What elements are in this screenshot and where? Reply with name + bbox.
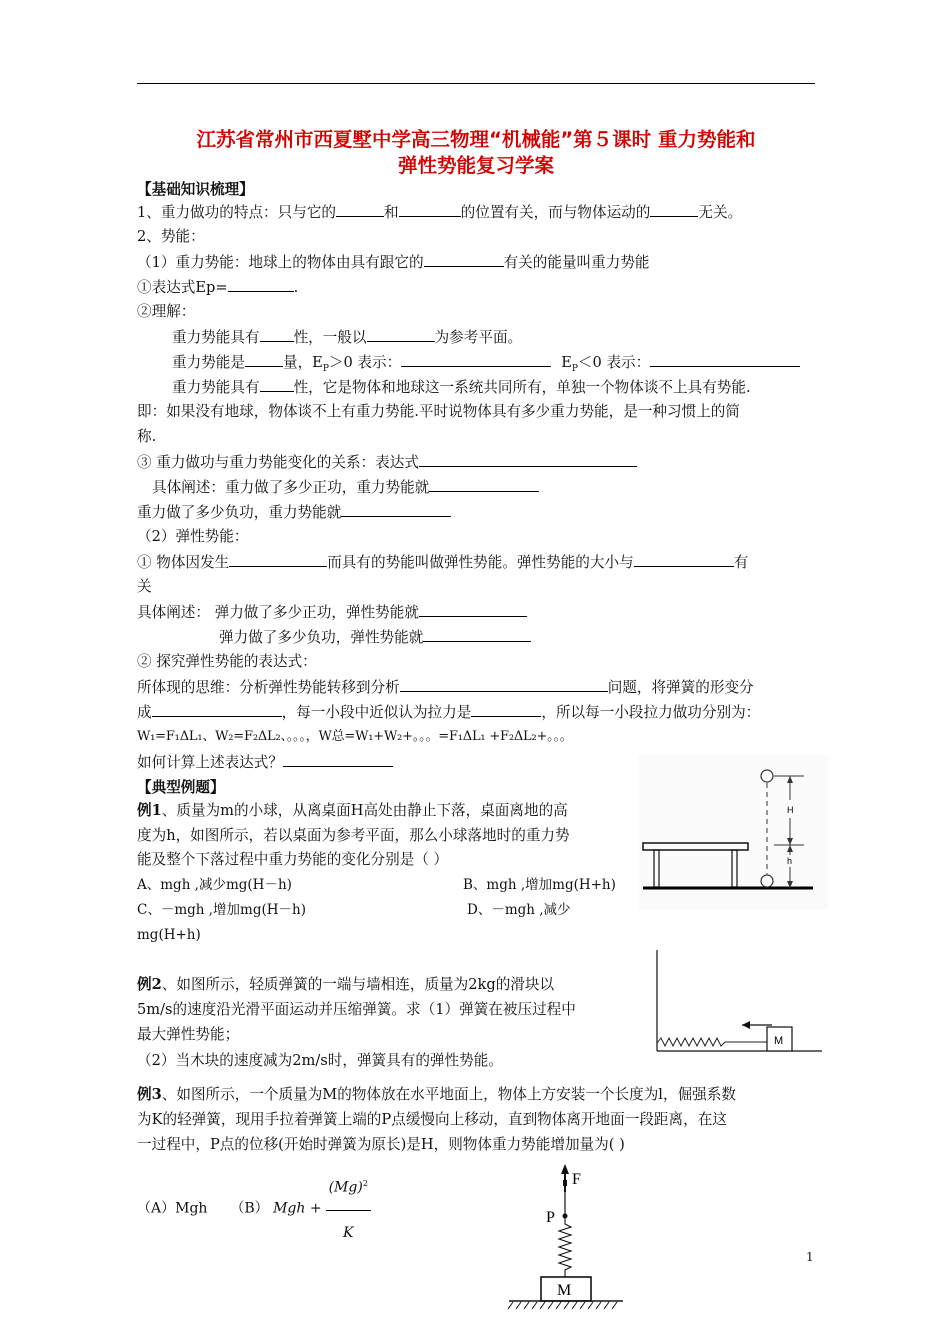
- text: 、如图所示，轻质弹簧的一端与墙相连，质量为2kg的滑块以: [161, 976, 555, 993]
- example-number: 3: [151, 1086, 162, 1103]
- text: ，所以每一小段拉力做功分别为：: [541, 704, 761, 721]
- basics-line1: [137, 202, 742, 223]
- basics-line3: [137, 252, 650, 273]
- section-examples: 【典型例题】: [137, 779, 225, 796]
- text: 成: [137, 704, 152, 721]
- basics-line10: 称.: [137, 428, 157, 445]
- text: （1）重力势能：地球上的物体由具有跟它的: [137, 254, 424, 271]
- basics-line16: 关: [137, 578, 152, 595]
- basics-line18: [219, 627, 531, 648]
- text: ①表达式Ep=: [137, 279, 228, 296]
- text: 具体阐述：重力做了多少正功，重力势能就: [152, 479, 430, 496]
- header-rule: [137, 83, 815, 84]
- example1-option-d-cont: mg(H+h): [137, 927, 201, 943]
- fraction-denominator: K: [343, 1224, 354, 1241]
- text: 的位置有关，而与物体运动的: [460, 204, 651, 221]
- spring: [657, 1038, 767, 1046]
- basics-line6: [172, 327, 522, 348]
- blank: [228, 277, 294, 292]
- ball-bottom: [761, 875, 773, 887]
- option-b-fraction: [326, 1162, 371, 1255]
- example-label: 例: [137, 976, 152, 993]
- blank: [283, 752, 393, 767]
- option-a: （A）Mgh: [137, 1200, 208, 1217]
- label-p: P: [546, 1209, 555, 1226]
- blank: [419, 452, 637, 467]
- ball-top: [761, 770, 773, 782]
- basics-line5: ②理解：: [137, 303, 196, 320]
- example2-line1: [137, 975, 554, 995]
- blank: [260, 377, 294, 392]
- basics-line4: [137, 277, 298, 298]
- basics-line15: [137, 552, 748, 573]
- text: 重力做了多少负功，重力势能就: [137, 504, 342, 521]
- example3-line3: 一过程中，P点的位移(开始时弹簧为原长)是H，则物体重力势能增加量为( ): [137, 1136, 625, 1153]
- example1-line1: [137, 801, 568, 821]
- blank: [399, 202, 461, 217]
- subscript: P: [571, 363, 578, 374]
- basics-line12: [152, 477, 539, 498]
- blank: [401, 352, 551, 367]
- basics-line20: [137, 677, 754, 698]
- label-f: F: [572, 1171, 581, 1188]
- example3-figure: [505, 1162, 630, 1320]
- example1-option-a: A、mgh ,减少mg(H－h): [137, 877, 292, 893]
- text: 性，它是物体和地球这一系统共同所有，单独一个物体谈不上具有势能.: [293, 379, 751, 396]
- blank: [419, 602, 527, 617]
- exponent: 2: [362, 1179, 368, 1188]
- page-title-line2: 弹性势能复习学案: [397, 154, 554, 177]
- text: 问题，将弹簧的形变分: [607, 679, 754, 696]
- basics-line22: W₁=F₁ΔL₁、W₂=F₂ΔL₂、。。。，W总=W₁+W₂+。。。=F₁ΔL₁ +F₂ΔL₂+。。。: [137, 729, 573, 744]
- text: 重力势能具有: [172, 329, 260, 346]
- text: 、质量为m的小球，从离桌面H高处由静止下落，桌面离地的高: [161, 802, 568, 819]
- subscript: P: [322, 363, 329, 374]
- example1-option-d: D、－mgh ,减少: [467, 902, 571, 918]
- text: 如何计算上述表达式？: [137, 754, 283, 771]
- basics-line7: [172, 352, 800, 379]
- label-h: h: [787, 856, 793, 866]
- example3-options: [137, 1162, 371, 1255]
- blank: [634, 552, 734, 567]
- option-b-expression: Mgh +: [273, 1200, 322, 1217]
- text: 重力势能是: [172, 354, 245, 371]
- blank: [650, 202, 698, 217]
- text: .: [293, 279, 299, 296]
- example-label: 例: [137, 802, 152, 819]
- spring: [559, 1218, 571, 1277]
- text: 无关。: [698, 204, 743, 221]
- basics-line9: 即：如果没有地球，物体谈不上有重力势能.平时说物体具有多少重力势能，是一种习惯上的简: [137, 403, 740, 420]
- text: ③ 重力做功与重力势能变化的关系：表达式: [137, 454, 419, 471]
- basics-line21: [137, 702, 760, 723]
- section-basics: 【基础知识梳理】: [137, 181, 254, 198]
- blank: [229, 552, 327, 567]
- example-number: 1: [151, 802, 162, 819]
- text: 、如图所示，一个质量为M的物体放在水平地面上，物体上方安装一个长度为l，倔强系数: [161, 1086, 736, 1103]
- basics-line2: 2、势能：: [137, 228, 205, 245]
- blank: [245, 352, 283, 367]
- text: E: [561, 354, 572, 371]
- blank: [367, 327, 435, 342]
- basics-line19: ② 探究弹性势能的表达式：: [137, 653, 317, 670]
- example3-line1: [137, 1085, 736, 1105]
- basics-line14: （2）弹性势能：: [137, 528, 249, 545]
- text: 为参考平面。: [434, 329, 523, 346]
- text: 具体阐述： 弹力做了多少正功，弹性势能就: [137, 604, 419, 621]
- text: 性，一般以: [293, 329, 367, 346]
- example3-line2: 为K的轻弹簧，现用手拉着弹簧上端的P点缓慢向上移动，直到物体离开地面一段距离，在这: [137, 1111, 727, 1128]
- point-p: [563, 1214, 568, 1219]
- label-H: H: [787, 805, 794, 815]
- blank: [471, 702, 541, 717]
- text: 量，E: [282, 354, 323, 371]
- basics-line8: [172, 377, 751, 398]
- example-number: 2: [151, 976, 162, 993]
- example2-line3: 最大弹性势能；: [137, 1026, 240, 1043]
- text: 有: [733, 554, 749, 571]
- example1-figure: [638, 755, 828, 910]
- blank: [341, 502, 451, 517]
- example2-line2: 5m/s的速度沿光滑平面运动并压缩弹簧。求（1）弹簧在被压过程中: [137, 1001, 576, 1018]
- option-b-label: （B）: [230, 1200, 269, 1217]
- text: 而具有的势能叫做弹性势能。弹性势能的大小与: [327, 554, 634, 571]
- example-label: 例: [137, 1086, 152, 1103]
- basics-line13: [137, 502, 451, 523]
- block-label: M: [774, 1035, 784, 1047]
- example2-figure: [650, 945, 825, 1055]
- blank: [152, 702, 282, 717]
- blank: [336, 202, 384, 217]
- text: ，每一小段中近似认为拉力是: [281, 704, 472, 721]
- text: 1、重力做功的特点：只与它的: [137, 204, 337, 221]
- ground-hatch: [508, 1302, 617, 1309]
- text: 重力势能具有: [172, 379, 260, 396]
- example1-line3: 能及整个下落过程中重力势能的变化分别是（ ）: [137, 851, 449, 868]
- blank: [423, 627, 531, 642]
- example2-line4: （2）当木块的速度减为2m/s时，弹簧具有的弹性势能。: [137, 1052, 503, 1069]
- fraction-numerator: (Mg): [328, 1179, 363, 1196]
- text: ＜0 表示：: [577, 354, 651, 371]
- basics-line23: [137, 752, 393, 773]
- blank: [260, 327, 294, 342]
- page-title-line1: 江苏省常州市西夏墅中学高三物理“机械能”第５课时 重力势能和: [196, 128, 756, 151]
- page-number: 1: [806, 1250, 814, 1264]
- text: 有关的能量叫重力势能: [503, 254, 650, 271]
- text: 所体现的思维：分析弹性势能转移到分析: [137, 679, 400, 696]
- text: ① 物体因发生: [137, 554, 230, 571]
- block-label: M: [557, 1282, 572, 1299]
- example1-line2: 度为h，如图所示，若以桌面为参考平面，那么小球落地时的重力势: [137, 827, 570, 844]
- blank: [400, 677, 608, 692]
- blank: [650, 352, 800, 367]
- basics-line11: [137, 452, 637, 473]
- text: ＞0 表示：: [328, 354, 402, 371]
- example1-option-b: B、mgh ,增加mg(H+h): [463, 877, 616, 893]
- example1-option-c: C、－mgh ,增加mg(H－h): [137, 902, 306, 918]
- basics-line17: [137, 602, 527, 623]
- text: 和: [384, 204, 399, 221]
- text: 弹力做了多少负功，弹性势能就: [219, 629, 424, 646]
- blank: [424, 252, 504, 267]
- blank: [429, 477, 539, 492]
